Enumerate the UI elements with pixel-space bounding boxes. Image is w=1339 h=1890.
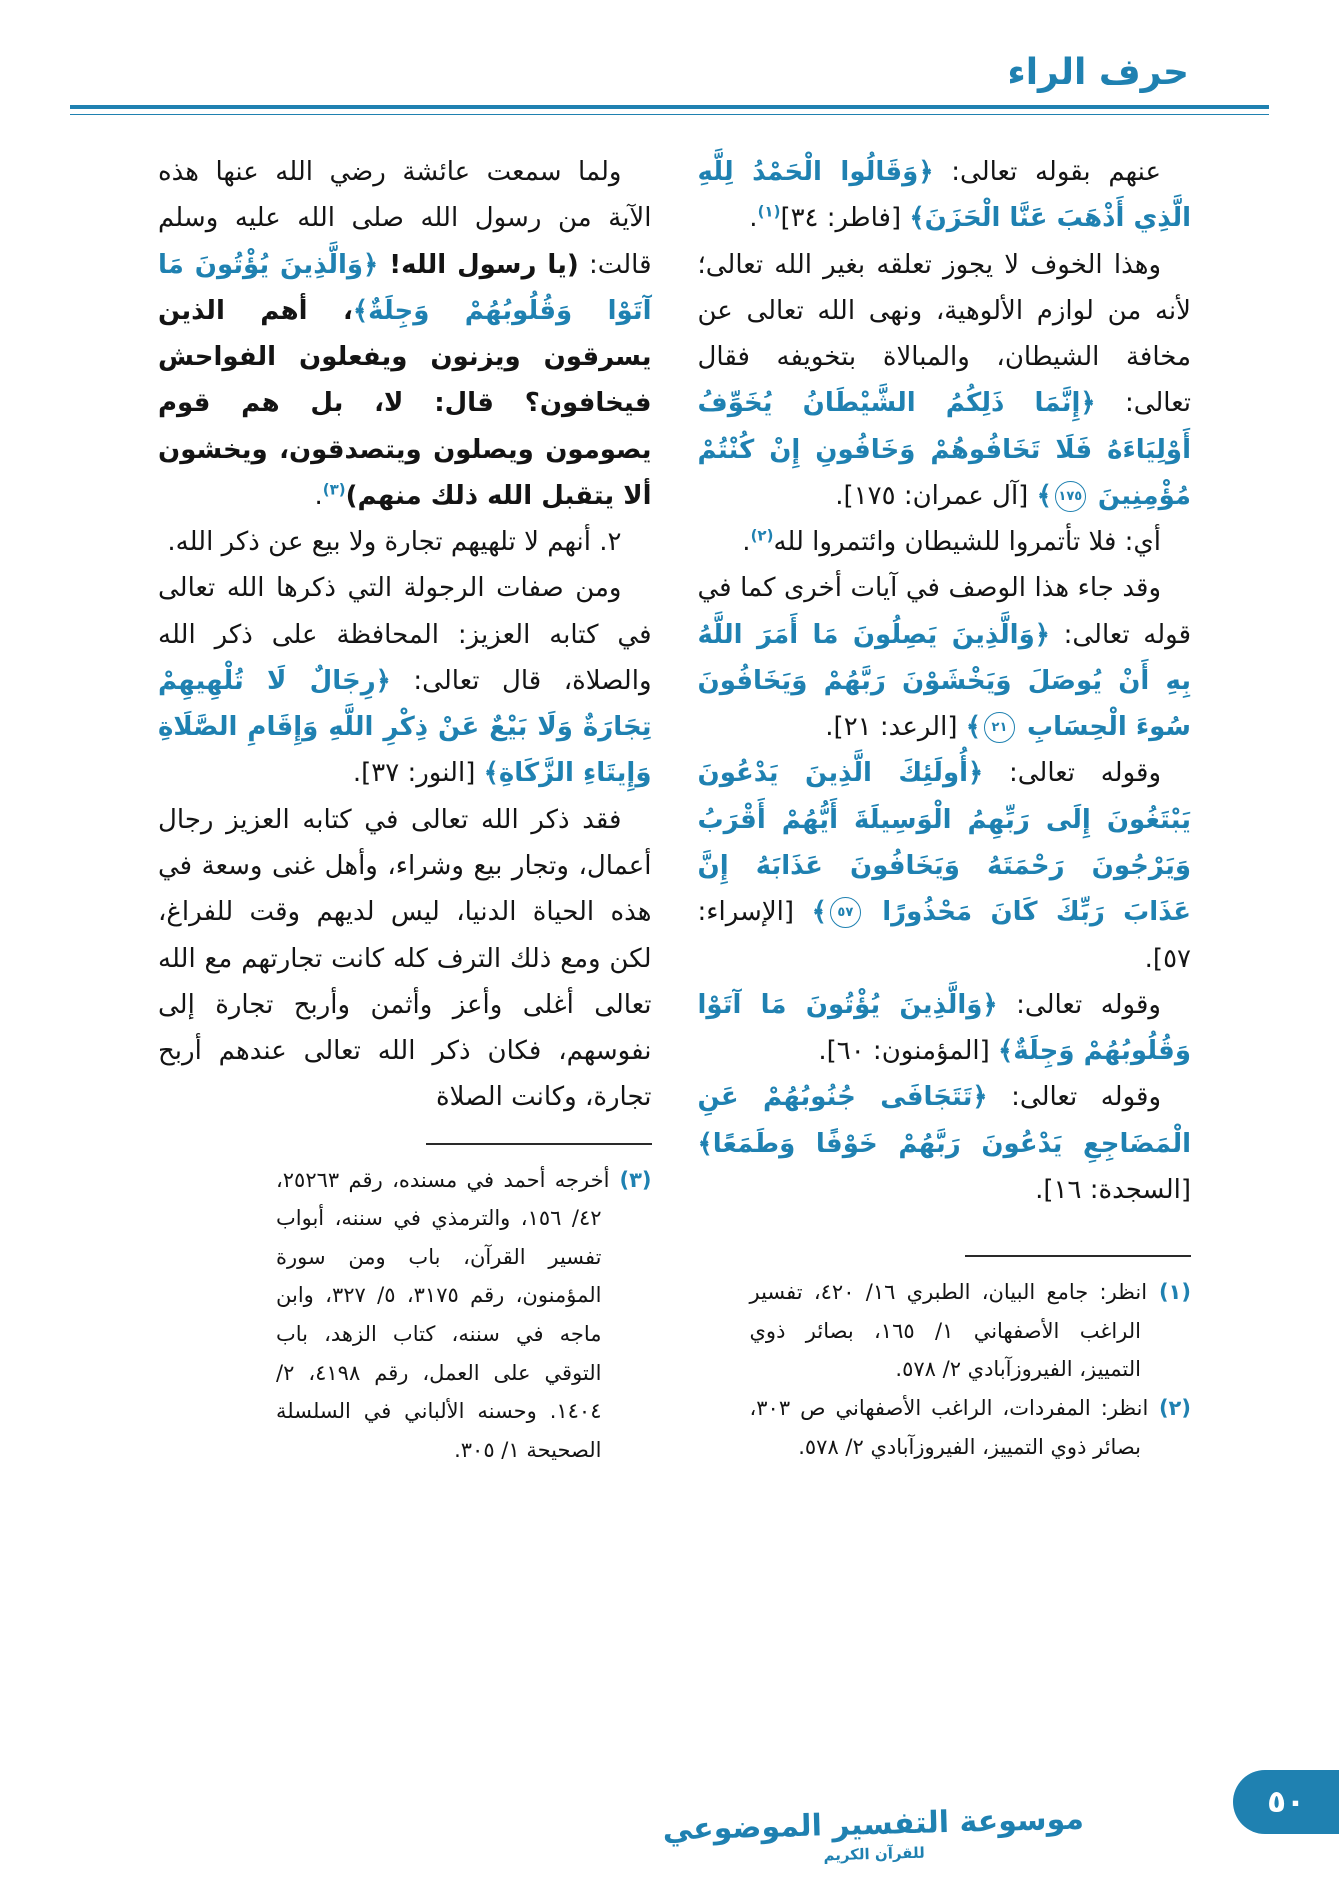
quran-verse: ﴾ (811, 897, 827, 928)
paragraph (698, 750, 1192, 981)
footnote-number: (٢) (1148, 1395, 1191, 1420)
column-right-body (698, 149, 1192, 1213)
column-left (158, 149, 652, 1470)
paragraph (158, 519, 652, 565)
verse-reference: [الرعد: ٢١]. (825, 712, 966, 743)
footnote-list (276, 1161, 652, 1470)
verse-reference: [آل عمران: ١٧٥]. (835, 480, 1037, 511)
footnote-number: (٣) (609, 1167, 652, 1192)
paragraph (158, 565, 652, 796)
paragraph (698, 519, 1192, 565)
publisher-title: موسوعة التفسير الموضوعي (662, 1800, 1085, 1848)
verse-reference: [السجدة: ١٦]. (1035, 1174, 1191, 1205)
footnote (750, 1273, 1192, 1389)
body-text: وقوله تعالى: (987, 1082, 1161, 1113)
paragraph (698, 242, 1192, 520)
body-text: أي: فلا تأتمروا للشيطان وائتمروا لله (773, 527, 1161, 558)
column-right (698, 149, 1192, 1466)
column-right-footnotes (750, 1255, 1192, 1466)
quran-verse: ﴿وَقَالُوا الْحَمْدُ لِلَّهِ الَّذِي أَذْهَبَ عَنَّا الْحَزَنَ﴾ (697, 157, 1191, 234)
page-header (0, 0, 1339, 115)
quran-verse: ﴾ (965, 712, 981, 743)
footnote-text: انظر: المفردات، الراغب الأصفهاني ص ٣٠٣، بصائر ذوي التمييز، الفيروزآبادي ٢/ ٥٧٨. (749, 1395, 1149, 1459)
publisher-subtitle: للقرآن الكريم (823, 1842, 925, 1864)
ayah-number-ornament: ١٧٥ (1055, 481, 1086, 512)
footnote-ref-marker: (٣) (322, 480, 346, 499)
header-rule-thick (70, 105, 1269, 109)
quran-verse: ﴿تَتَجَافَى جُنُوبُهُمْ عَنِ الْمَضَاجِعِ يَدْعُونَ رَبَّهُمْ خَوْفًا وَطَمَعًا﴾ (697, 1082, 1191, 1159)
body-text: وقوله تعالى: (983, 758, 1161, 789)
quran-verse: ﴿رِجَالٌ لَا تُلْهِيهِمْ تِجَارَةٌ وَلَا بَيْعٌ عَنْ ذِكْرِ اللَّهِ وَإِقَامِ الصَّلَاةِ وَإِيتَاءِ الزَّكَاةِ﴾ (158, 665, 652, 789)
paragraph (698, 149, 1192, 242)
ayah-number-ornament: ٢١ (984, 712, 1015, 743)
footnote (750, 1389, 1192, 1466)
footnote-separator (426, 1143, 652, 1145)
body-text: ولما سمعت عائشة رضي الله عنها هذه الآية من رسول الله صلى الله عليه وسلم قالت: (158, 157, 652, 280)
footnote-text: أخرجه أحمد في مسنده، رقم ٢٥٢٦٣، ٤٢/ ١٥٦، والترمذي في سننه، أبواب تفسير القرآن، باب ومن سورة المؤمنون، رقم ٣١٧٥، ٥/ ٣٢٧، وابن ماجه في سننه، كتاب الزهد، باب التوقي على العمل، رقم ٤١٩٨، ٢/ ١٤٠٤. وحسنه الألباني في السلسلة الصحيحة ١/ ٣٠٥. (276, 1167, 610, 1462)
body-text: . (749, 203, 758, 234)
quran-verse: ﴿وَالَّذِينَ يَصِلُونَ مَا أَمَرَ اللَّهُ بِهِ أَنْ يُوصَلَ وَيَخْشَوْنَ رَبَّهُمْ وَيَخَافُونَ سُوءَ الْحِسَابِ (697, 619, 1191, 743)
verse-reference: [المؤمنون: ٦٠]. (818, 1036, 999, 1067)
verse-reference: [الإسراء: ٥٧]. (697, 897, 1191, 974)
paragraph (698, 982, 1192, 1075)
footnote-ref-marker: (١) (757, 202, 781, 221)
footnote-separator (965, 1255, 1191, 1257)
body-text: وهذا الخوف لا يجوز تعلقه بغير الله تعالى؛ لأنه من لوازم الألوهية، ونهى الله تعالى عن مخافة الشيطان، والمبالاة بتخويفه فقال تعالى: (697, 249, 1191, 419)
body-text: . (314, 480, 323, 511)
hadith-text: (يا رسول الله! (378, 249, 579, 280)
hadith-text: ، أهم الذين يسرقون ويزنون ويفعلون الفواحش فيخافون؟ قال: لا، بل هم قوم يصومون ويصلون ويتصدقون، ويخشون ألا يتقبل الله ذلك منهم) (158, 295, 652, 511)
footnote (276, 1161, 652, 1470)
footnote-list (750, 1273, 1192, 1466)
body-text: وقوله تعالى: (997, 989, 1161, 1020)
body-text: فقد ذكر الله تعالى في كتابه العزيز رجال أعمال، وتجار بيع وشراء، وأهل غنى وسعة في هذه الحياة الدنيا، ليس لديهم وقت للفراغ، لكن ومع ذلك الترف كله كانت تجارتهم مع الله تعالى أغلى وأعز وأثمن وأربح تجارة إلى نفوسهم، فكان ذكر الله تعالى عندهم أربح تجارة، وكانت الصلاة (158, 804, 652, 1113)
footnote-text: انظر: جامع البيان، الطبري ١٦/ ٤٢٠، تفسير الراغب الأصفهاني ١/ ١٦٥، بصائر ذوي التمييز، الفيروزآبادي ٢/ ٥٧٨. (749, 1280, 1148, 1382)
paragraph (158, 797, 652, 1121)
verse-reference: [النور: ٣٧]. (352, 758, 484, 789)
body-text: ومن صفات الرجولة التي ذكرها الله تعالى في كتابه العزيز: المحافظة على ذكر الله والصلاة، قال تعالى: (158, 573, 652, 696)
quran-verse: ﴿وَالَّذِينَ يُؤْتُونَ مَا آتَوْا وَقُلُوبُهُمْ وَجِلَةٌ﴾ (697, 989, 1191, 1067)
quran-verse: ﴿إِنَّمَا ذَلِكُمُ الشَّيْطَانُ يُخَوِّفُ أَوْلِيَاءَهُ فَلَا تَخَافُوهُمْ وَخَافُونِ إِنْ كُنْتُمْ مُؤْمِنِينَ (697, 388, 1191, 511)
body-text: . (742, 527, 751, 558)
quran-verse: ﴿أُولَئِكَ الَّذِينَ يَدْعُونَ يَبْتَغُونَ إِلَى رَبِّهِمُ الْوَسِيلَةَ أَيُّهُمْ أَقْرَبُ وَيَرْجُونَ رَحْمَتَهُ وَيَخَافُونَ عَذَابَهُ إِنَّ عَذَابَ رَبِّكَ كَانَ مَحْذُورًا (697, 758, 1191, 928)
paragraph (698, 1074, 1192, 1213)
paragraph (698, 565, 1192, 750)
column-left-body (158, 149, 652, 1121)
quran-verse: ﴾ (1036, 480, 1052, 511)
verse-reference: [فاطر: ٣٤] (780, 203, 910, 234)
page-number: ٥٠ (1267, 1784, 1305, 1820)
page-number-badge (1233, 1770, 1339, 1834)
quran-verse: ﴿وَالَّذِينَ يُؤْتُونَ مَا آتَوْا وَقُلُوبُهُمْ وَجِلَةٌ﴾ (158, 249, 652, 326)
page-content (0, 115, 1339, 1470)
publisher-calligraphy (662, 1802, 1084, 1868)
chapter-title: حرف الراء (1007, 52, 1189, 93)
body-text: وقد جاء هذا الوصف في آيات أخرى كما في قوله تعالى: (697, 573, 1192, 650)
body-text: عنهم بقوله تعالى: (933, 157, 1161, 187)
footnote-number: (١) (1147, 1280, 1191, 1305)
body-text: ٢. أنهم لا تلهيهم تجارة ولا بيع عن ذكر الله. (167, 527, 622, 558)
footnote-ref-marker: (٢) (750, 526, 774, 545)
ayah-number-ornament: ٥٧ (830, 897, 861, 928)
paragraph (158, 149, 652, 519)
column-left-footnotes (276, 1143, 652, 1470)
